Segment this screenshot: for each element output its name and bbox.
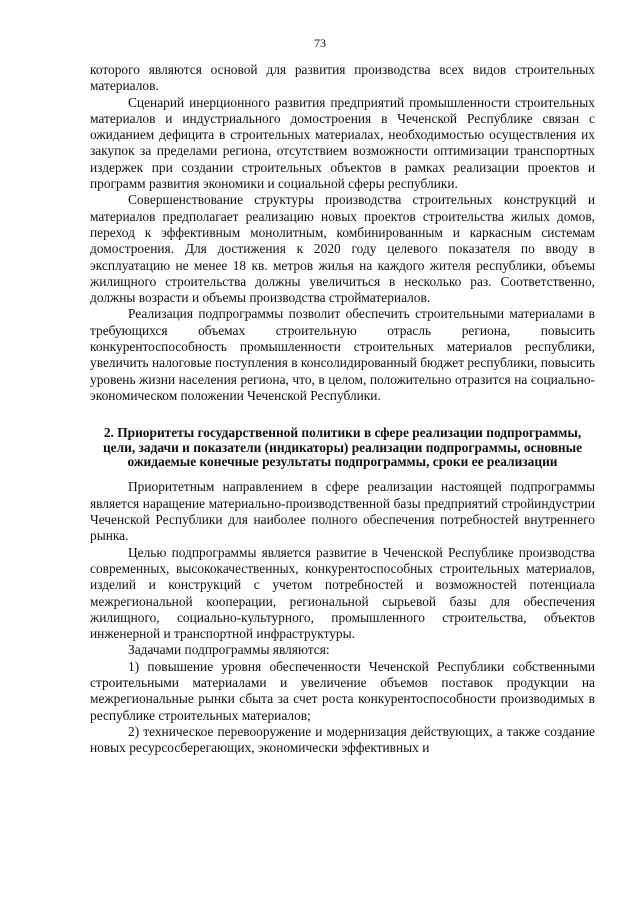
paragraph-structure-improvement: Совершенствование структуры производства строительных конструкций и материалов предполагает реализацию новых проектов строительства жилых домов, переход к эффективным монолитным, комбинированным и каркасным системам домостроения. Для достижения к 2020 году целевого показателя по вводу в эксплуатацию не менее 18 кв. метров жилья на каждого жителя республики, объемы жилищного строительства должны увеличиться в несколько раз. Соответственно, должны возрасти и объемы производства стройматериалов. bbox=[90, 192, 595, 306]
paragraph-task-2: 2) техническое перевооружение и модернизация действующих, а также создание новых ресурсосберегающих, экономически эффективных и bbox=[90, 723, 595, 756]
paragraph-task-1: 1) повышение уровня обеспеченности Чеченской Республики собственными строительными материалами и увеличение объемов поставок продукции на межрегиональные рынки сбыта за счет роста конкурентоспособности производимых в республике строительных материалов; bbox=[90, 658, 595, 723]
paragraph-implementation: Реализация подпрограммы позволит обеспечить строительными материалами в требующихся объемах строительную отрасль региона, повысить конкурентоспособность промышленности строительных материалов республики, увеличить налоговые поступления в консолидированный бюджет республики, повысить уровень жизни населения региона, что, в целом, положительно отразится на социально-экономическом положении Чеченской Республики. bbox=[90, 306, 595, 403]
paragraph-tasks-intro: Задачами подпрограммы являются: bbox=[128, 642, 330, 658]
paragraph-priority-direction: Приоритетным направлением в сфере реализации настоящей подпрограммы является наращение материально-производственной базы предприятий стройиндустрии Чеченской Республики для наиболее полного обеспечения потребностей внутреннего рынка. bbox=[90, 479, 595, 544]
page-number: 73 bbox=[314, 36, 326, 50]
paragraph-continuation: которого являются основой для развития производства всех видов строительных материалов. bbox=[90, 62, 595, 94]
section-heading: 2. Приоритеты государственной политики в сфере реализации подпрограммы, цели, задачи и показатели (индикаторы) реализации подпрограммы, основные ожидаемые конечные результаты подпрограммы, сроки ее реализации bbox=[102, 425, 583, 470]
paragraph-inertial-scenario: Сценарий инерционного развития предприятий промышленности строительных материалов и индустриального домостроения в Чеченской Республике связан с ожиданием дефицита в строительных материалах, необходимостью осуществления их закупок за пределами региона, отсутствием возможности оптимизации транспортных издержек при создании строительных объектов в рамках реализации проектов и программ развития экономики и социальной сферы республики. bbox=[90, 94, 595, 192]
document-body bbox=[90, 62, 595, 757]
paragraph-goal: Целью подпрограммы является развитие в Чеченской Республике производства современных, высококачественных, конкурентоспособных строительных материалов, изделий и конструкций с учетом потребностей и возможностей потенциала межрегиональной кооперации, региональной сырьевой базы для обеспечения жилищного, социально-культурного, промышленного строительства, объектов инженерной и транспортной инфраструктуры. bbox=[90, 544, 595, 642]
